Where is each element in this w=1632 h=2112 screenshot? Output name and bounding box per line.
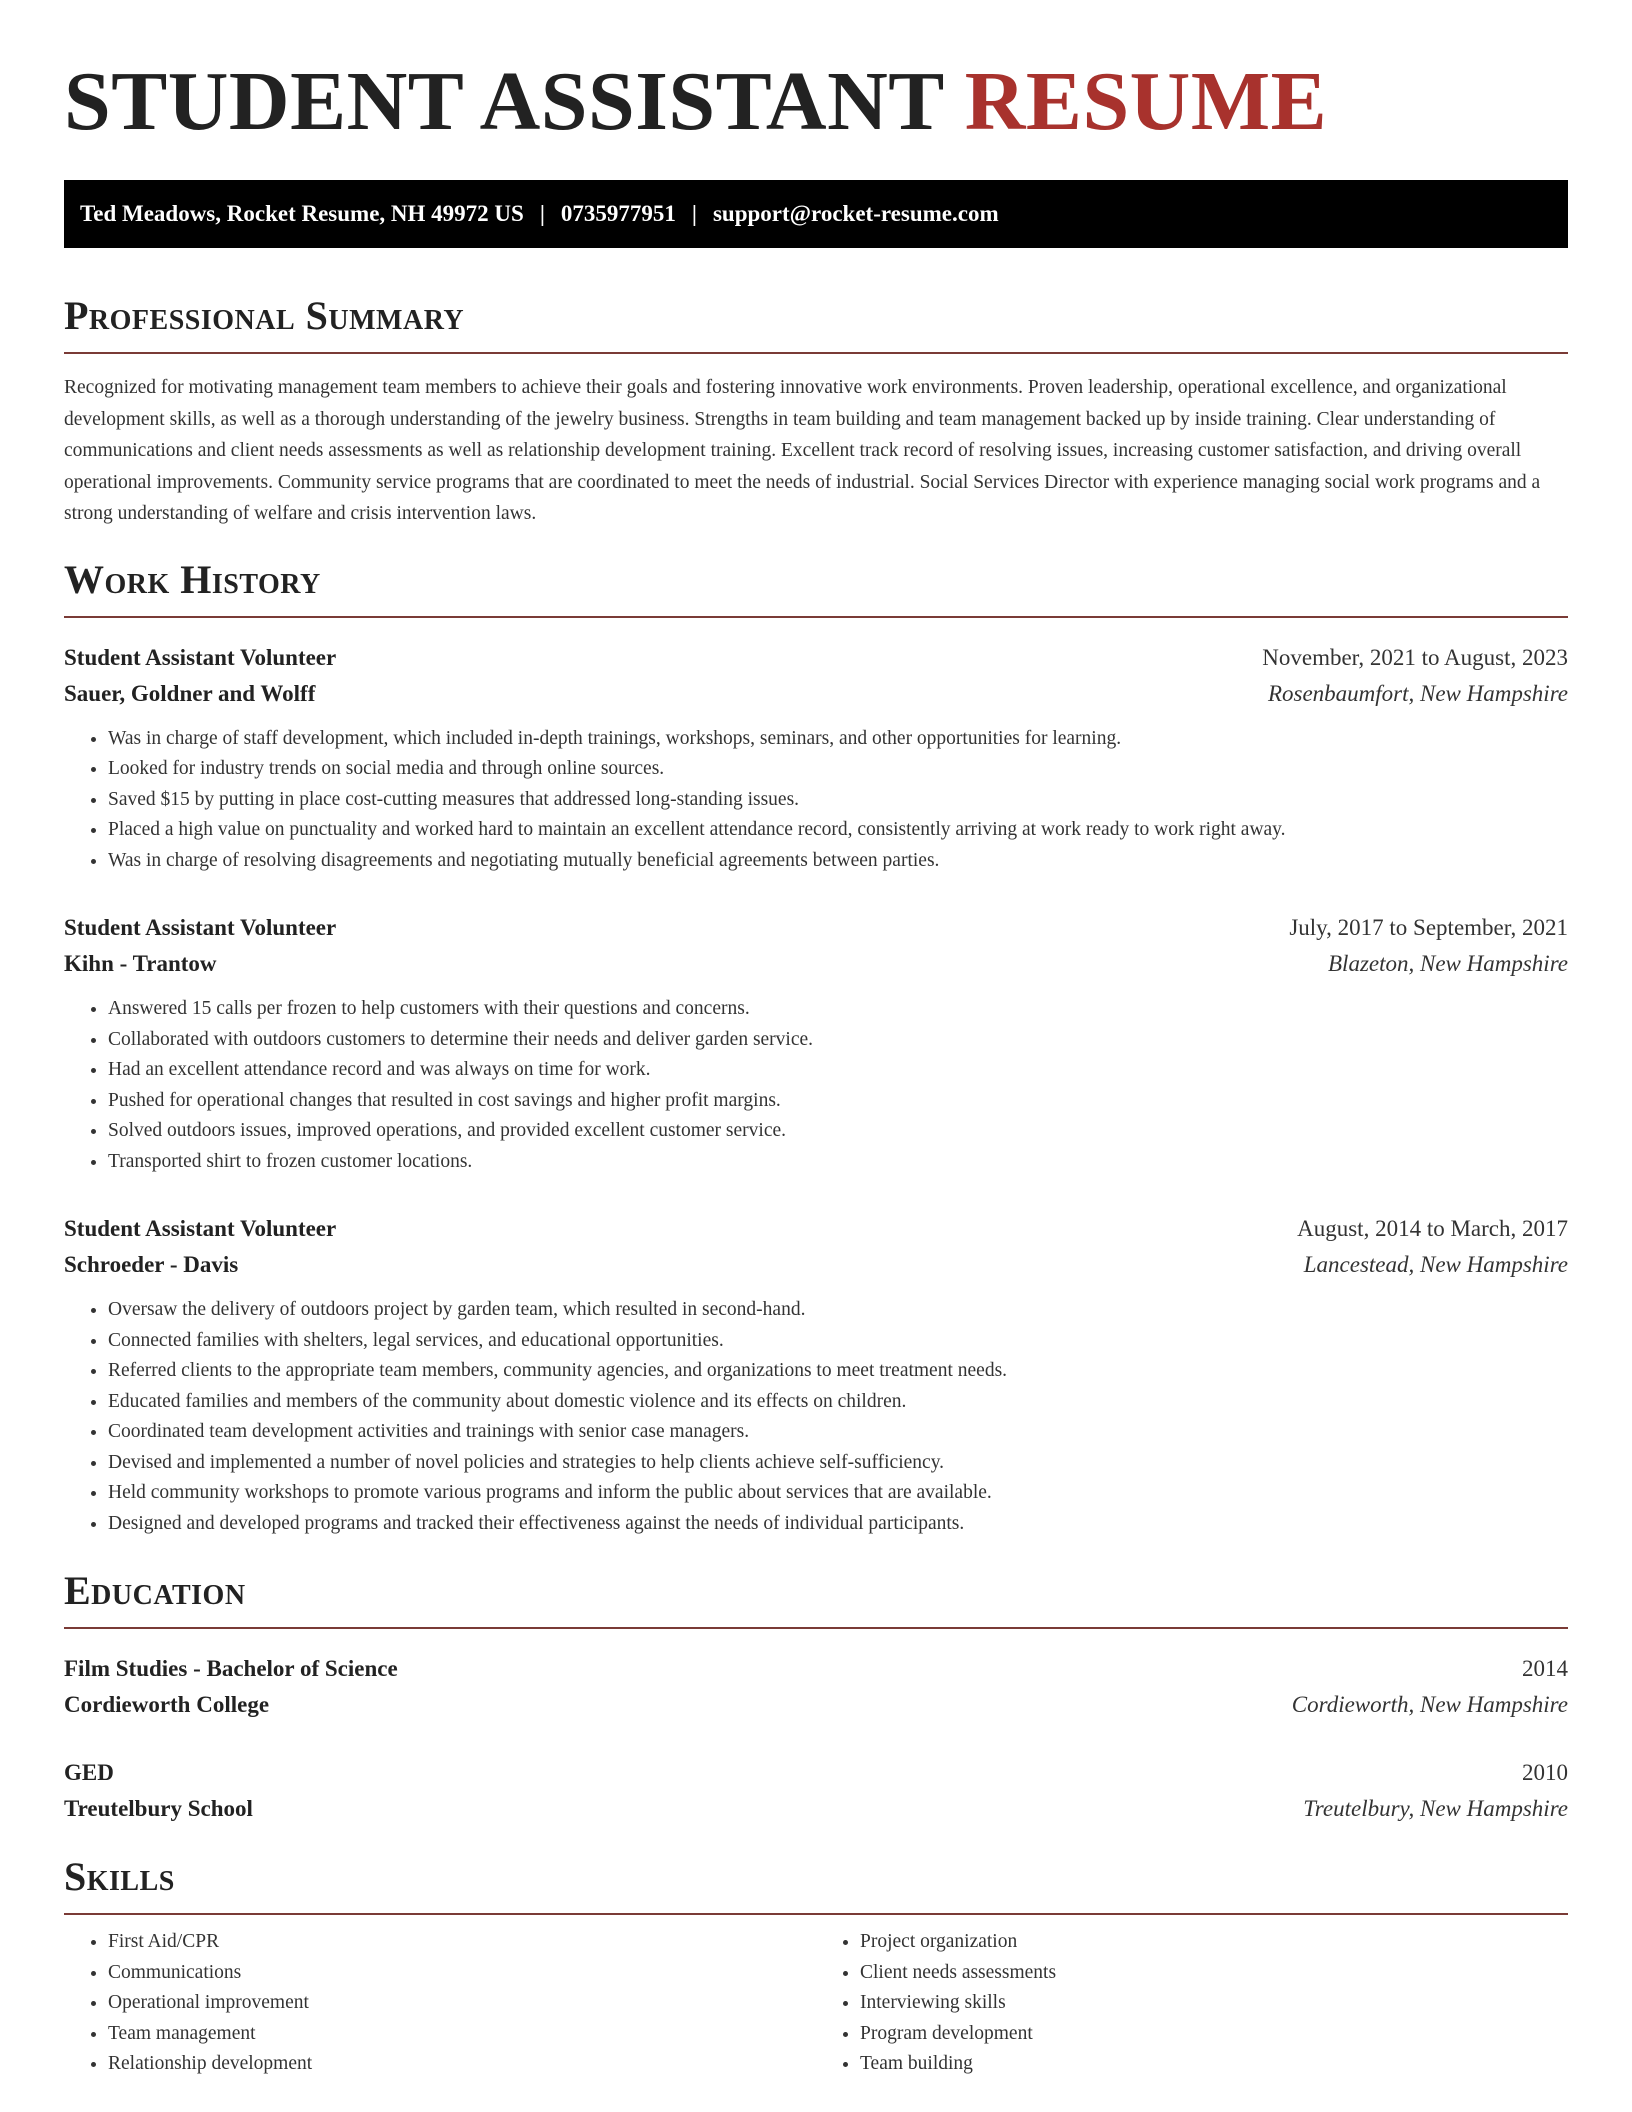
skill-item: • First Aid/CPR bbox=[108, 1927, 816, 1958]
list-item: • Educated families and members of the community about domestic violence and its effects on children. bbox=[108, 1387, 1568, 1418]
skill-item: • Program development bbox=[860, 2019, 1568, 2050]
education-location: Treutelbury, New Hampshire bbox=[1303, 1796, 1568, 1821]
skills-list bbox=[64, 1927, 1568, 2080]
skill-item: • Team management bbox=[108, 2019, 816, 2050]
education-school: Cordieworth College bbox=[64, 1692, 270, 1717]
contact-address: Ted Meadows, Rocket Resume, NH 49972 US bbox=[80, 201, 524, 226]
summary-text: Recognized for motivating management team members to achieve their goals and fostering innovative work environments. Proven leadership, operational excellence, and organizational development skills, as well as a thorough understanding of the jewelry business. Strengths in team building and team management backed up by inside training. Clear understanding of communications and client needs assessments as well as relationship development training. Excellent track record of resolving issues, increasing customer satisfaction, and driving overall operational improvements. Community service programs that are coordinated to meet the needs of industrial. Social Services Director with experience managing social work programs and a strong understanding of welfare and crisis intervention laws. bbox=[64, 377, 1541, 524]
skill-item: • Relationship development bbox=[108, 2049, 816, 2080]
job-company: Schroeder - Davis bbox=[64, 1252, 239, 1277]
list-item: • Oversaw the delivery of outdoors project by garden team, which resulted in second-hand. bbox=[108, 1295, 1568, 1326]
job-bullets bbox=[64, 724, 1568, 877]
job-entry bbox=[64, 910, 1568, 1177]
skill-item: • Team building bbox=[860, 2049, 1568, 2080]
job-company: Sauer, Goldner and Wolff bbox=[64, 680, 316, 706]
skills-column-right bbox=[816, 1927, 1568, 2080]
title-main: STUDENT ASSISTANT bbox=[64, 55, 944, 148]
education-year: 2014 bbox=[1522, 1656, 1568, 1681]
job-dates: November, 2021 to August, 2023 bbox=[1262, 644, 1568, 670]
education-entry bbox=[64, 1755, 1568, 1827]
skills-heading: Skills bbox=[64, 1855, 1568, 1915]
contact-bar bbox=[64, 180, 1568, 248]
job-location: Blazeton, New Hampshire bbox=[1328, 951, 1568, 976]
list-item: • Answered 15 calls per frozen to help customers with their questions and concerns. bbox=[108, 994, 1568, 1025]
list-item: • Devised and implemented a number of novel policies and strategies to help clients achieve self-sufficiency. bbox=[108, 1448, 1568, 1479]
summary-heading: Professional Summary bbox=[64, 294, 1568, 354]
job-bullets bbox=[64, 994, 1568, 1177]
work-history-heading: Work History bbox=[64, 558, 1568, 618]
education-degree: GED bbox=[64, 1760, 114, 1785]
job-title: Student Assistant Volunteer bbox=[64, 644, 337, 670]
title-accent: RESUME bbox=[964, 55, 1328, 148]
job-title: Student Assistant Volunteer bbox=[64, 915, 337, 940]
job-title: Student Assistant Volunteer bbox=[64, 1216, 337, 1241]
job-entry bbox=[64, 640, 1568, 877]
page-title bbox=[64, 52, 1568, 148]
education-year: 2010 bbox=[1522, 1760, 1568, 1785]
job-entry bbox=[64, 1211, 1568, 1539]
list-item: • Solved outdoors issues, improved operations, and provided excellent customer service. bbox=[108, 1116, 1568, 1147]
list-item: • Collaborated with outdoors customers to determine their needs and deliver garden service. bbox=[108, 1025, 1568, 1056]
skills-column-left bbox=[64, 1927, 816, 2080]
skill-item: • Project organization bbox=[860, 1927, 1568, 1958]
job-location: Lancestead, New Hampshire bbox=[1303, 1252, 1568, 1277]
skill-item: • Communications bbox=[108, 1958, 816, 1989]
job-dates: August, 2014 to March, 2017 bbox=[1297, 1216, 1568, 1241]
job-company: Kihn - Trantow bbox=[64, 951, 217, 976]
job-bullets bbox=[64, 1295, 1568, 1539]
list-item: • Pushed for operational changes that resulted in cost savings and higher profit margins. bbox=[108, 1086, 1568, 1117]
list-item: • Had an excellent attendance record and was always on time for work. bbox=[108, 1055, 1568, 1086]
list-item: • Was in charge of staff development, which included in-depth trainings, workshops, seminars, and other opportunities for learning. bbox=[108, 724, 1568, 755]
skill-item: • Operational improvement bbox=[108, 1988, 816, 2019]
contact-separator: | bbox=[539, 201, 545, 226]
education-heading: Education bbox=[64, 1569, 1568, 1629]
contact-phone: 0735977951 bbox=[560, 201, 676, 226]
list-item: • Connected families with shelters, legal services, and educational opportunities. bbox=[108, 1326, 1568, 1357]
skill-item: • Client needs assessments bbox=[860, 1958, 1568, 1989]
contact-email[interactable]: support@rocket-resume.com bbox=[712, 201, 999, 226]
job-location: Rosenbaumfort, New Hampshire bbox=[1267, 680, 1568, 706]
list-item: • Designed and developed programs and tracked their effectiveness against the needs of individual participants. bbox=[108, 1509, 1568, 1540]
list-item: • Coordinated team development activities and trainings with senior case managers. bbox=[108, 1417, 1568, 1448]
list-item: • Referred clients to the appropriate team members, community agencies, and organizations to meet treatment needs. bbox=[108, 1356, 1568, 1387]
education-school: Treutelbury School bbox=[64, 1796, 253, 1821]
list-item: • Held community workshops to promote various programs and inform the public about services that are available. bbox=[108, 1478, 1568, 1509]
job-dates: July, 2017 to September, 2021 bbox=[1289, 915, 1568, 940]
education-degree: Film Studies - Bachelor of Science bbox=[64, 1656, 398, 1681]
list-item: • Saved $15 by putting in place cost-cutting measures that addressed long-standing issues. bbox=[108, 785, 1568, 816]
education-entry bbox=[64, 1651, 1568, 1723]
list-item: • Transported shirt to frozen customer locations. bbox=[108, 1147, 1568, 1178]
skill-item: • Interviewing skills bbox=[860, 1988, 1568, 2019]
education-location: Cordieworth, New Hampshire bbox=[1291, 1692, 1568, 1717]
list-item: • Placed a high value on punctuality and worked hard to maintain an excellent attendance record, consistently arriving at work ready to work right away. bbox=[108, 815, 1568, 846]
list-item: • Was in charge of resolving disagreements and negotiating mutually beneficial agreements between parties. bbox=[108, 846, 1568, 877]
contact-separator: | bbox=[691, 201, 697, 226]
list-item: • Looked for industry trends on social media and through online sources. bbox=[108, 754, 1568, 785]
